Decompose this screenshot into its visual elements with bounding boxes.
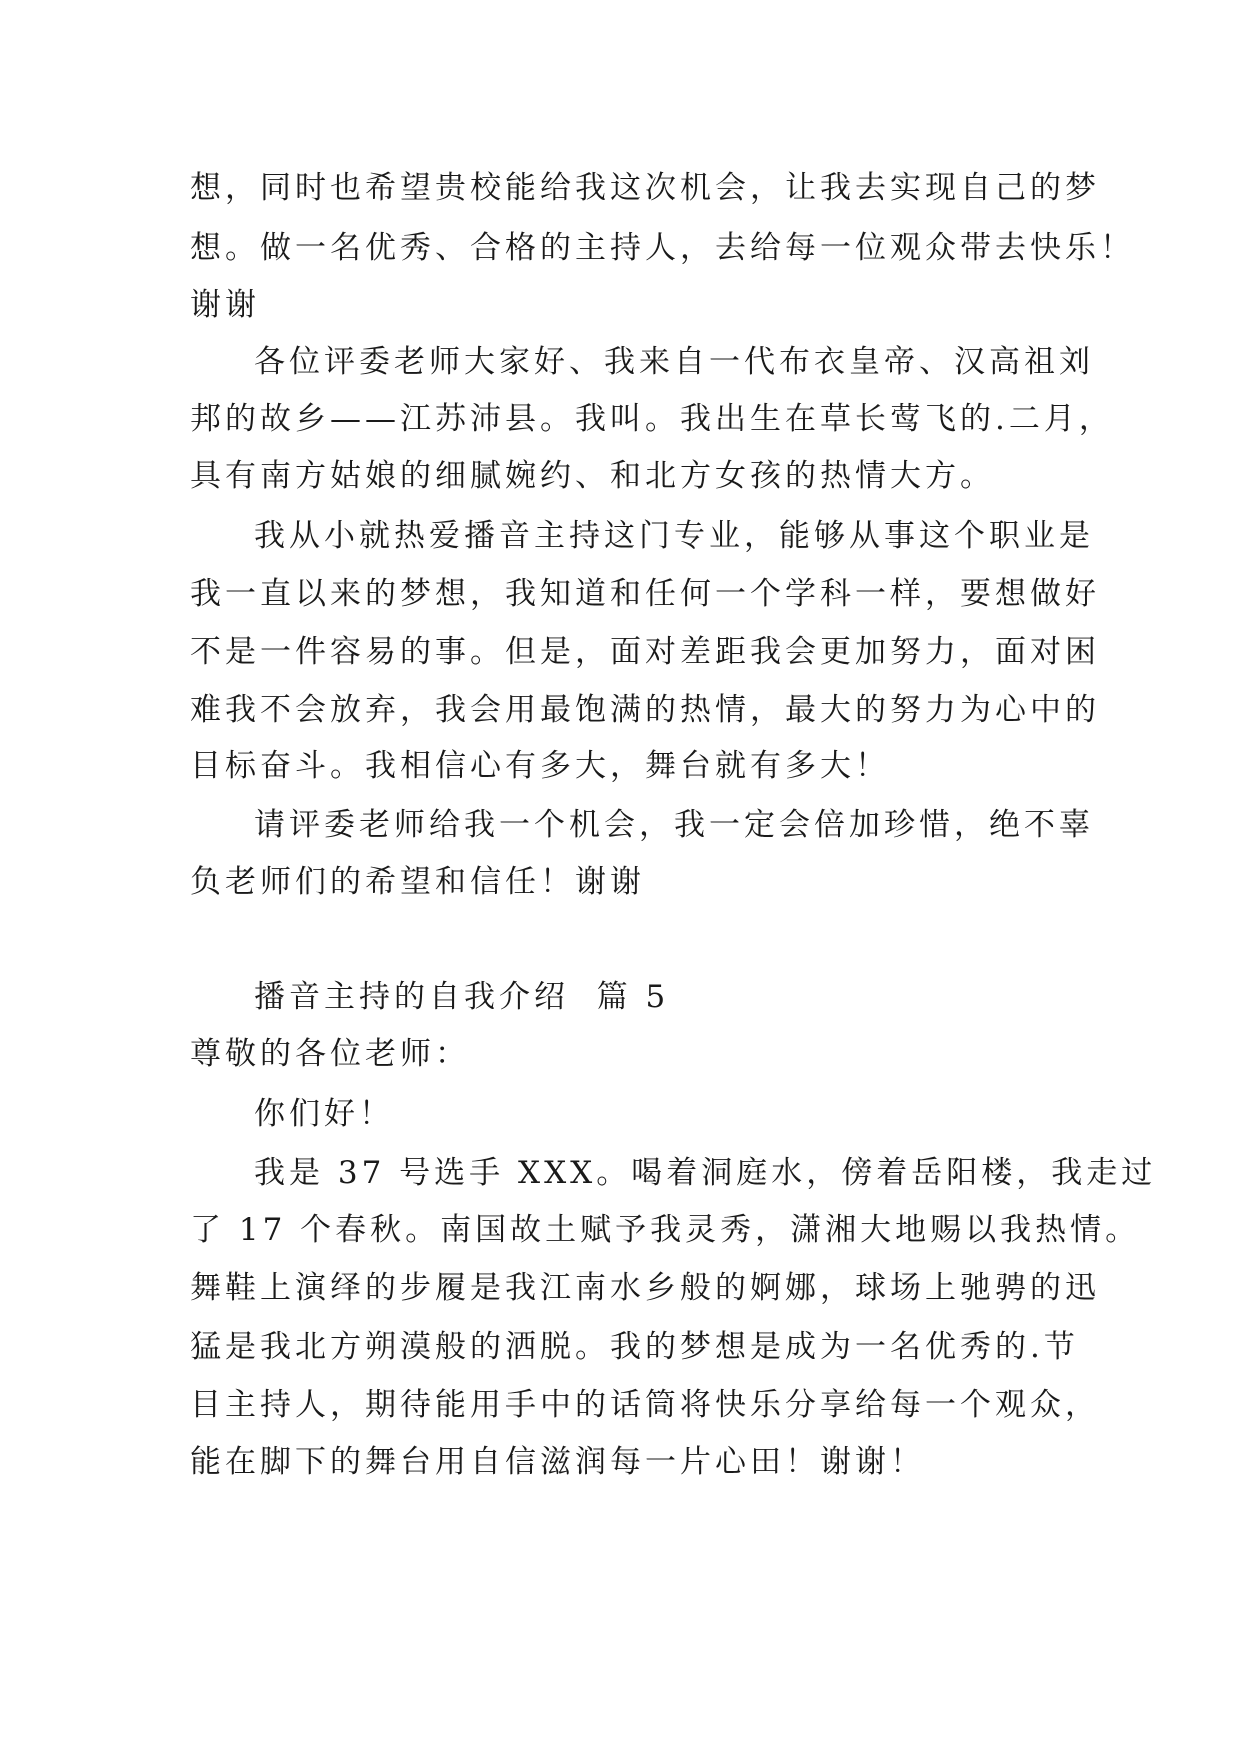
text-line: 我从小就热爱播音主持这门专业，能够从事这个职业是 <box>254 518 1094 554</box>
text-line: 我一直以来的梦想，我知道和任何一个学科一样，要想做好 <box>190 576 1100 612</box>
salutation: 尊敬的各位老师： <box>190 1036 470 1072</box>
text-line: 能在脚下的舞台用自信滋润每一片心田！谢谢！ <box>190 1444 925 1480</box>
text-line: 不是一件容易的事。但是，面对差距我会更加努力，面对困 <box>190 634 1100 670</box>
text-line: 想，同时也希望贵校能给我这次机会，让我去实现自己的梦 <box>190 170 1100 206</box>
text-line: 负老师们的希望和信任！谢谢 <box>190 864 645 900</box>
text-line: 了 17 个春秋。南国故土赋予我灵秀，潇湘大地赐以我热情。 <box>190 1212 1141 1248</box>
text-line: 谢谢 <box>190 287 260 323</box>
text-line: 猛是我北方朔漠般的洒脱。我的梦想是成为一名优秀的.节 <box>190 1329 1079 1365</box>
text-line: 难我不会放弃，我会用最饱满的热情，最大的努力为心中的 <box>190 692 1100 728</box>
section-heading: 播音主持的自我介绍 篇 5 <box>254 979 670 1015</box>
text-line: 目主持人，期待能用手中的话筒将快乐分享给每一个观众， <box>190 1387 1100 1423</box>
text-line: 具有南方姑娘的细腻婉约、和北方女孩的热情大方。 <box>190 458 995 494</box>
text-line: 我是 37 号选手 XXX。喝着洞庭水，傍着岳阳楼，我走过 <box>254 1155 1157 1191</box>
text-line: 舞鞋上演绎的步履是我江南水乡般的婀娜，球场上驰骋的迅 <box>190 1270 1100 1306</box>
text-line: 想。做一名优秀、合格的主持人，去给每一位观众带去快乐！ <box>190 230 1135 266</box>
greeting: 你们好！ <box>254 1096 394 1132</box>
text-line: 各位评委老师大家好、我来自一代布衣皇帝、汉高祖刘 <box>254 344 1094 380</box>
text-line: 请评委老师给我一个机会，我一定会倍加珍惜，绝不辜 <box>254 807 1094 843</box>
text-line: 目标奋斗。我相信心有多大，舞台就有多大！ <box>190 748 890 784</box>
text-line: 邦的故乡——江苏沛县。我叫。我出生在草长莺飞的.二月， <box>190 401 1114 437</box>
